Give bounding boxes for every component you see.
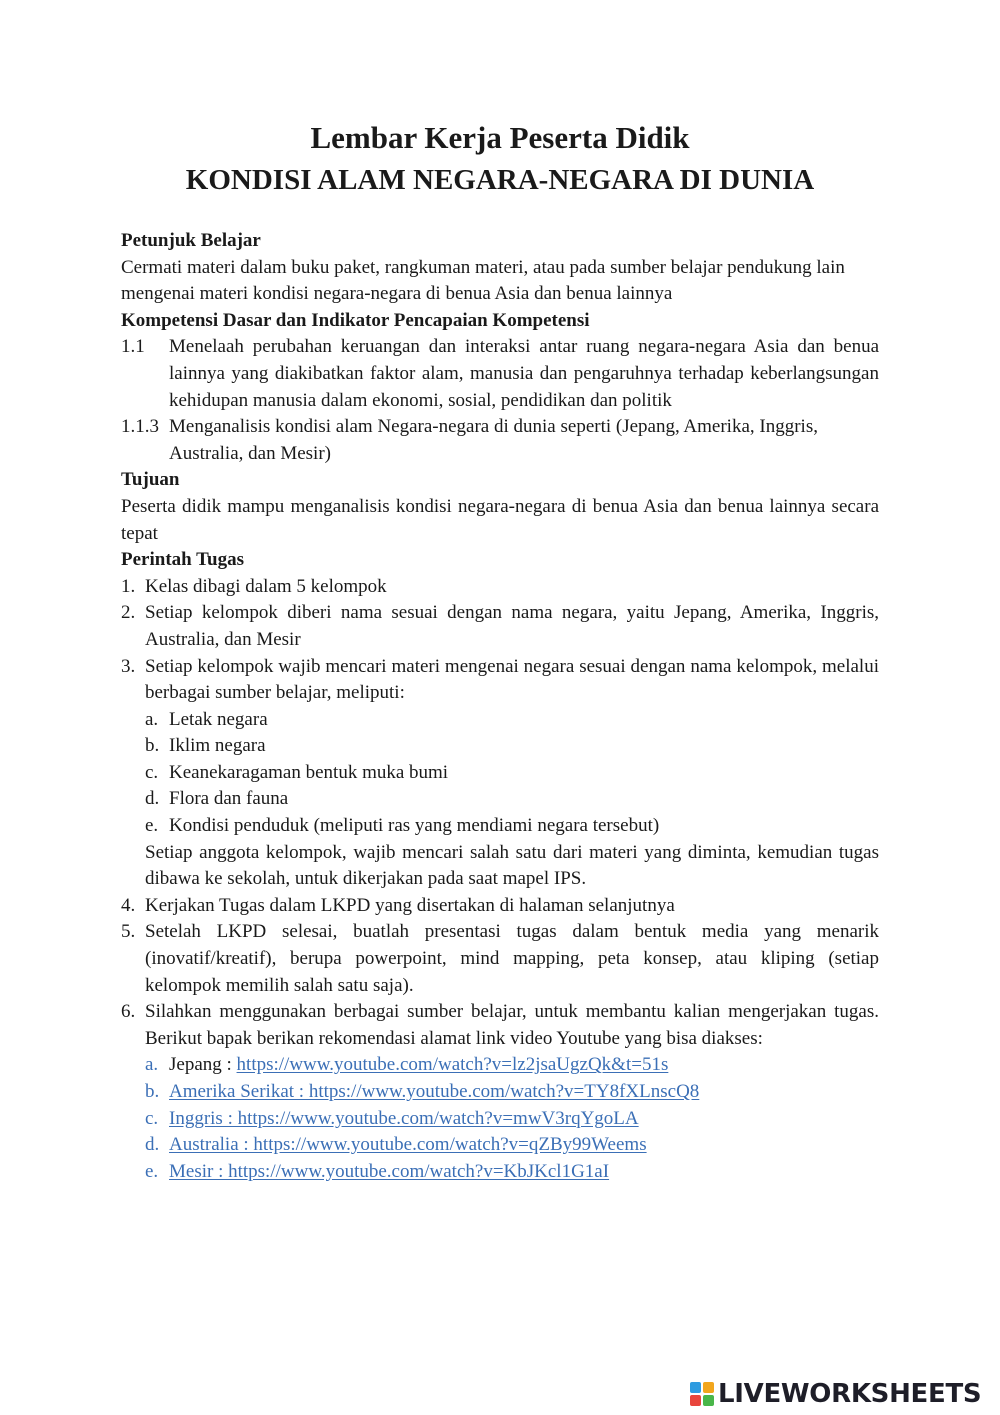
list-text: Kondisi penduduk (meliputi ras yang mendiami negara tersebut)	[169, 815, 660, 837]
task-number: 2.	[121, 602, 136, 624]
list-text: Iklim negara	[169, 735, 266, 757]
video-link-item-inggris	[145, 1106, 879, 1133]
list-text: Flora dan fauna	[169, 788, 289, 810]
task-number: 3.	[121, 655, 136, 677]
logo-square	[690, 1382, 701, 1393]
task-item-4	[121, 893, 879, 920]
indikator-text: Menganalisis kondisi alam Negara-negara di dunia seperti (Jepang, Amerika, Inggris, Australia, dan Mesir)	[169, 416, 818, 464]
worksheet-content	[121, 228, 879, 1185]
link-label: Jepang :	[169, 1054, 237, 1076]
youtube-link-inggris[interactable]: Inggris : https://www.youtube.com/watch?v=mwV3rqYgoLA	[169, 1107, 639, 1129]
youtube-link-amerika[interactable]: Amerika Serikat : https://www.youtube.com/watch?v=TY8fXLnscQ8	[169, 1081, 700, 1102]
liveworksheets-logo-text: LIVEWORKSHEETS	[718, 1379, 982, 1409]
logo-square	[690, 1395, 701, 1406]
youtube-link-jepang[interactable]: https://www.youtube.com/watch?v=lz2jsaUgzQk&t=51s	[236, 1054, 669, 1076]
kompetensi-number: 1.1	[121, 336, 145, 358]
list-item	[145, 760, 879, 787]
task-note: Setiap anggota kelompok, wajib mencari salah satu dari materi yang diminta, kemudian tugas dibawa ke sekolah, untuk dikerjakan pada saat mapel IPS.	[145, 841, 879, 890]
task-text: Setiap kelompok wajib mencari materi mengenai negara sesuai dengan nama kelompok, melalui berbagai sumber belajar, meliputi:	[145, 655, 879, 704]
list-letter: c.	[145, 761, 159, 783]
list-item	[145, 707, 879, 734]
task-number: 4.	[121, 894, 136, 916]
video-link-item-amerika	[145, 1079, 879, 1106]
petunjuk-text: Cermati materi dalam buku paket, rangkuman materi, atau pada sumber belajar pendukung lain mengenai materi kondisi negara-negara di benua Asia dan benua lainnya	[121, 256, 845, 305]
video-link-item-jepang	[145, 1052, 879, 1079]
list-letter: a.	[145, 708, 159, 730]
task-body	[145, 999, 879, 1185]
task-text: Kelas dibagi dalam 5 kelompok	[145, 575, 387, 597]
task-body	[145, 654, 879, 893]
task-item-1	[121, 574, 879, 601]
logo-square	[703, 1382, 714, 1393]
kompetensi-text: Menelaah perubahan keruangan dan interaksi antar ruang negara-negara Asia dan benua lainnya yang diakibatkan faktor alam, manusia dan pengaruhnya terhadap keberlangsungan kehidupan manusia dalam ekonomi, sosial, pendidikan dan politik	[169, 336, 879, 411]
logo-square	[703, 1395, 714, 1406]
section-heading-petunjuk: Petunjuk Belajar	[121, 230, 261, 251]
kompetensi-item	[121, 334, 879, 414]
list-text: Letak negara	[169, 708, 268, 730]
list-item	[145, 733, 879, 760]
list-letter: b.	[145, 735, 160, 757]
liveworksheets-logo-icon	[690, 1382, 714, 1406]
list-item	[145, 813, 879, 840]
list-letter: c.	[145, 1107, 159, 1129]
document-subtitle: KONDISI ALAM NEGARA-NEGARA DI DUNIA	[185, 164, 815, 196]
list-letter: a.	[145, 1054, 159, 1076]
task-text: Setiap kelompok diberi nama sesuai dengan nama negara, yaitu Jepang, Amerika, Inggris, Australia, dan Mesir	[145, 602, 879, 650]
task-item-3	[121, 654, 879, 893]
list-text: Keanekaragaman bentuk muka bumi	[169, 761, 449, 783]
indikator-number: 1.1.3	[121, 416, 159, 438]
list-text	[169, 1052, 879, 1079]
tujuan-text: Peserta didik mampu menganalisis kondisi negara-negara di benua Asia dan benua lainnya secara tepat	[121, 495, 879, 544]
task-text: Silahkan menggunakan berbagai sumber belajar, untuk membantu kalian mengerjakan tugas. Berikut bapak berikan rekomendasi alamat link video Youtube yang bisa diakses:	[145, 1001, 879, 1049]
list-item	[145, 786, 879, 813]
list-letter: d.	[145, 788, 160, 810]
list-letter: d.	[145, 1134, 160, 1156]
material-list	[145, 707, 879, 840]
video-link-item-mesir	[145, 1159, 879, 1186]
task-number: 1.	[121, 575, 136, 597]
list-letter: b.	[145, 1081, 160, 1102]
task-item-2	[121, 600, 879, 653]
youtube-link-mesir[interactable]: Mesir : https://www.youtube.com/watch?v=KbJKcl1G1aI	[169, 1160, 610, 1182]
task-list	[121, 574, 879, 1186]
video-link-list	[145, 1052, 879, 1185]
list-letter: e.	[145, 815, 159, 837]
task-item-6	[121, 999, 879, 1185]
task-number: 5.	[121, 921, 136, 943]
task-number: 6.	[121, 1001, 136, 1023]
youtube-link-australia[interactable]: Australia : https://www.youtube.com/watch?v=qZBy99Weems	[169, 1134, 647, 1156]
video-link-item-australia	[145, 1132, 879, 1159]
section-heading-kompetensi: Kompetensi Dasar dan Indikator Pencapaian Kompetensi	[121, 309, 590, 331]
section-heading-perintah: Perintah Tugas	[121, 549, 245, 571]
task-text: Setelah LKPD selesai, buatlah presentasi tugas dalam bentuk media yang menarik (inovatif/kreatif), berupa powerpoint, mind mapping, peta konsep, atau kliping (setiap kelompok memilih salah satu saja).	[145, 921, 879, 996]
task-item-5	[121, 919, 879, 999]
list-letter: e.	[145, 1160, 159, 1182]
document-title: Lembar Kerja Peserta Didik	[310, 120, 690, 155]
section-heading-tujuan: Tujuan	[121, 469, 180, 491]
liveworksheets-logo	[690, 1376, 981, 1412]
indikator-item	[121, 414, 879, 467]
task-text: Kerjakan Tugas dalam LKPD yang disertakan di halaman selanjutnya	[145, 894, 675, 916]
